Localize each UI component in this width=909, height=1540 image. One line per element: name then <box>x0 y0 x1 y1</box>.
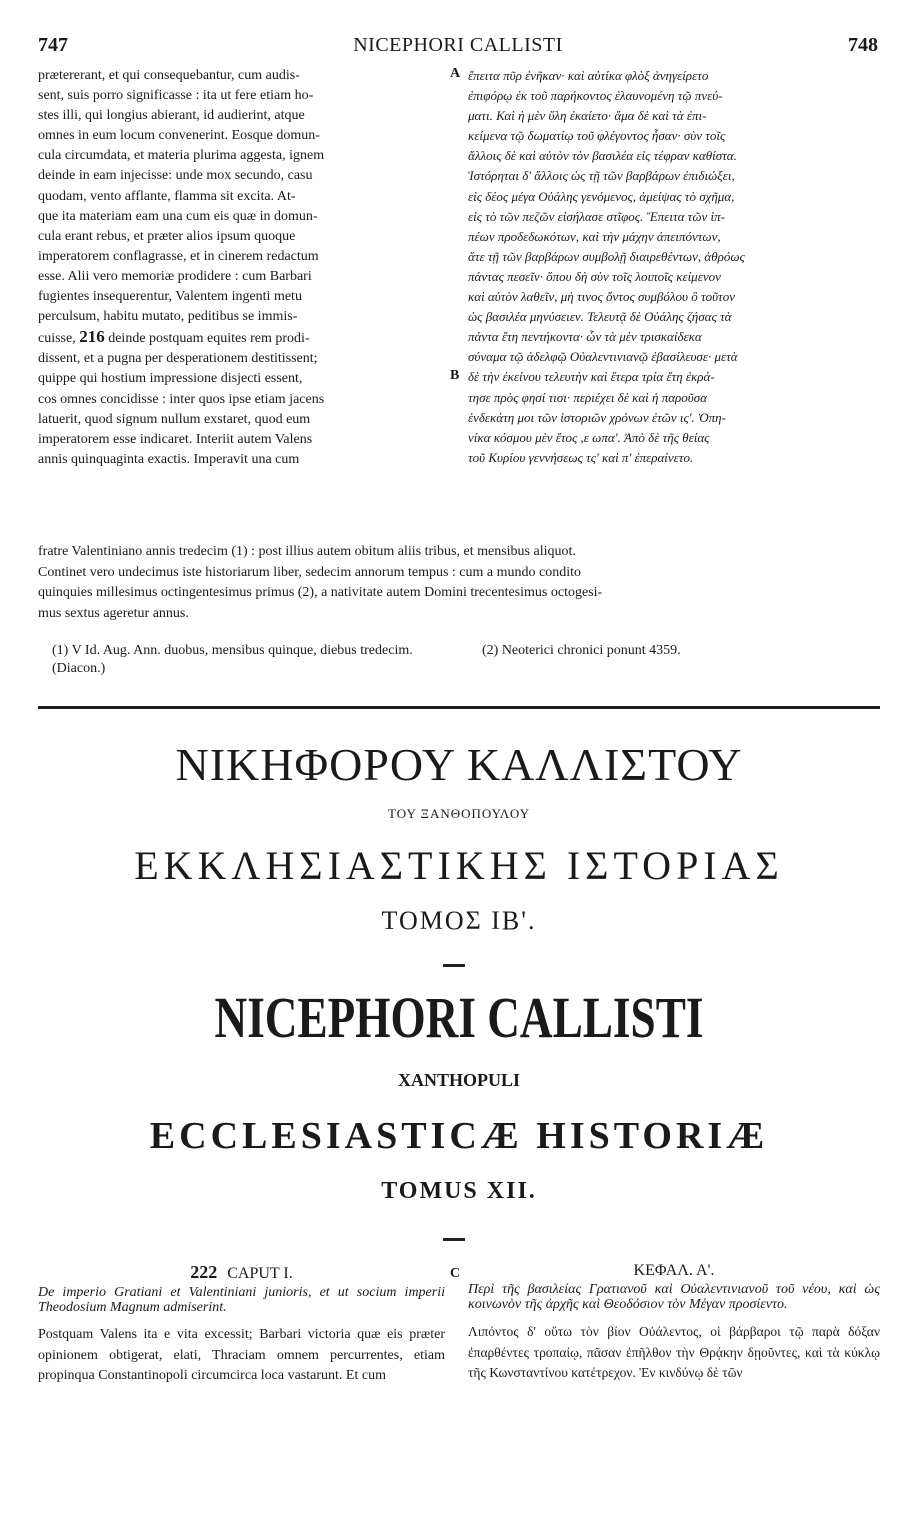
latin-line: latuerit, quod signum nullum exstaret, quod eum <box>38 411 311 427</box>
page-number-right: 748 <box>848 34 878 56</box>
greek-column <box>468 66 880 468</box>
margin-letter-c: C <box>450 1266 461 1281</box>
full-line: fratre Valentiniano annis tredecim (1) : post illius autem obitum aliis tribus, et mensibus aliquot. <box>38 544 576 559</box>
continuation-text <box>38 66 880 624</box>
latin-line: perculsum, habitu mutato, peditibus se immis- <box>38 309 298 325</box>
greek-line: πάντα ἔτη πεντήκοντα· ὧν τὰ μὲν τρισκαίδεκα <box>468 329 702 345</box>
full-line: quinquies millesimus octingentesimus primus (2), a nativitate autem Domini trecentesimus octogesi- <box>38 585 603 600</box>
latin-title-volume: TOMUS XII. <box>381 1178 537 1204</box>
title-dash <box>443 964 465 967</box>
latin-line: prætererant, et qui consequebantur, cum audis- <box>38 68 300 83</box>
full-line: mus sextus ageretur annus. <box>38 605 189 621</box>
greek-line: ματι. Καὶ ἡ μὲν ὕλη ἐκαίετο· ἅμα δὲ καὶ τὰ ἐπι- <box>468 108 707 124</box>
section-divider <box>38 706 880 709</box>
greek-line: εἰς δέος μέγα Οὐάλης γενόμενος, ἀμείψας τὸ σχῆμα, <box>468 188 735 204</box>
latin-line: sent, suis porro significasse : ita ut fere etiam ho- <box>38 88 314 104</box>
latin-line: imperatorem esse indicaret. Interiit autem Valens <box>38 431 313 447</box>
running-title: NICEPHORI CALLISTI <box>353 34 563 56</box>
caput-label: CAPUT I. <box>227 1265 293 1282</box>
latin-line: imperatorem conflagrasse, et in cinerem redactum <box>38 248 319 264</box>
greek-line: Ἱστόρηται δ' ἄλλοις ὡς τῇ τῶν βαρβάρων ἐπιδιώξει, <box>468 168 735 184</box>
greek-line: ἑνδεκάτη μοι τῶν ἱστοριῶν χρόνων ἐτῶν ις'. Ὁπη- <box>468 409 726 425</box>
greek-line: εἰς τὸ τῶν πεζῶν εἰσήλασε στῖφος. Ἔπειτα τῶν ἱπ- <box>468 208 725 224</box>
latin-line: deinde in eam injecisse: unde mox secundo, casu <box>38 168 313 184</box>
latin-line: deinde postquam equites rem prodi- <box>108 331 310 347</box>
latin-line: cos omnes concidisse : inter quos ipse etiam jacens <box>38 391 325 407</box>
greek-line: σύναμα τῷ ἀδελφῷ Οὐαλεντινιανῷ ἐβασίλευσε· μετὰ <box>468 349 738 365</box>
greek-title-volume: ΤΟΜΟΣ ΙΒ'. <box>381 906 537 935</box>
page-header <box>38 34 878 64</box>
latin-chapter <box>38 1262 445 1387</box>
latin-line: fugientes insequerentur, Valentem ingenti metu <box>38 289 302 305</box>
greek-title-subauthor: ΤΟΥ ΞΑΝΘΟΠΟΥΛΟΥ <box>388 806 530 821</box>
latin-title-author: NICEPHORI CALLISTI <box>214 985 704 1050</box>
greek-line: τησε πρὸς φησί τισι· περιέχει δὲ καὶ ἡ παροῦσα <box>468 389 707 405</box>
greek-title-work: ΕΚΚΛΗΣΙΑΣΤΙΚΗΣ ΙΣΤΟΡΙΑΣ <box>134 843 784 888</box>
greek-line: νίκα κόσμου μὲν ἔτος ,ε ωπα'. Ἀπὸ δὲ τῆς θείας <box>468 429 710 445</box>
greek-line: πάντας πεσεῖν· ὅπου δὴ σὺν τοῖς λοιποῖς κείμενον <box>468 268 721 284</box>
greek-line: ὡς βασιλέα μηνύσειεν. Τελευτᾷ δὲ Οὐάλης ζήσας τὰ <box>468 309 732 325</box>
greek-line: δὲ τὴν ἐκείνου τελευτὴν καὶ ἕτερα τρία ἔτη ἐκρά- <box>468 369 715 385</box>
latin-column <box>38 66 445 470</box>
margin-letter-b: B <box>450 368 460 383</box>
latin-line: quippe qui hostium impressione disjecti essent, <box>38 371 303 387</box>
latin-line: stes illi, qui longius abierant, id audierint, atque <box>38 108 305 124</box>
latin-chapter-summary: De imperio Gratiani et Valentiniani junioris, et ut socium imperii Theodosium Magnum admiserint. <box>38 1285 445 1315</box>
latin-title-work: ECCLESIASTICÆ HISTORIÆ <box>149 1115 769 1157</box>
latin-line: annis quinquaginta exactis. Imperavit una cum <box>38 451 300 467</box>
full-line: Continet vero undecimus iste historiarum liber, sedecim annorum tempus : cum a mundo condito <box>38 564 581 580</box>
migne-page-number: 222 <box>190 1262 218 1282</box>
greek-chapter-body: Λιπόντος δ' οὕτω τὸν βίον Οὐάλεντος, οἱ βάρβαροι τῷ παρὰ δόξαν ἐπαρθέντες τροπαίῳ, πᾶσαν ἐπῆλθον τὴν Θρᾴκην δῃοῦντες, καὶ τὰ κύκλῳ τῆς Κωνσταντίνου κατέτρεχον. Ἐν κινδύνῳ δὲ τῶν <box>468 1324 880 1380</box>
two-column-text <box>38 66 880 542</box>
footnote-2: (2) Neoterici chronici ponunt 4359. <box>482 643 681 658</box>
margin-letter-a: A <box>450 66 461 81</box>
title-dash <box>443 1238 465 1241</box>
chapter-one <box>38 1262 880 1532</box>
latin-line: cula erant rebus, et præter alios ipsum quoque <box>38 228 296 244</box>
greek-title-author: ΝΙΚΗΦΟΡΟΥ ΚΑΛΛΙΣΤΟΥ <box>175 739 743 790</box>
latin-line: dissent, et a pugna per desperationem destitissent; <box>38 351 318 367</box>
latin-title-subauthor: XANTHOPULI <box>397 1070 520 1090</box>
greek-line: ἄλλοις δὲ καὶ αὐτὸν τὸν βασιλέα εἰς τέφραν καθίστα. <box>468 148 737 164</box>
latin-line: esse. Alii vero memoriæ prodidere : cum Barbari <box>38 268 312 284</box>
greek-chapter <box>468 1262 880 1384</box>
greek-line: κείμενα τῷ δωματίῳ τοῦ φλέγοντος ἦσαν· σὺν τοῖς <box>468 128 726 144</box>
greek-line: καὶ αὐτὸν λαθεῖν, μὴ τινος ὄντος συμβόλου ὃ τοῦτον <box>468 289 735 305</box>
footnote-1: (1) V Id. Aug. Ann. duobus, mensibus quinque, diebus tredecim. (Diacon.) <box>52 643 413 676</box>
greek-line: ἔπειτα πῦρ ἐνῆκαν· καὶ αὐτίκα φλὸξ ἀνηγείρετο <box>468 68 709 83</box>
greek-chapter-summary: Περὶ τῆς βασιλείας Γρατιανοῦ καὶ Οὐαλεντινιανοῦ τοῦ νέου, καὶ ὡς κοινωνὸν τῆς ἀρχῆς καὶ Θεοδόσιον τὸν Μέγαν προσίεντο. <box>468 1282 880 1312</box>
greek-line: πέων προδεδωκότων, καὶ τὴν μάχην ἀπειπόντων, <box>468 228 721 244</box>
latin-chapter-body: Postquam Valens ita e vita excessit; Barbari victoria quæ eis præter opinionem obtigerat, elati, Thraciam omnem percurrentes, etiam propinqua Constantinopoli circumcirca loca vastarunt. Et cum <box>38 1327 445 1383</box>
migne-page-number: 216 <box>79 327 105 347</box>
greek-line: τοῦ Κυρίου γεννήσεως τς' καὶ π' ἐπεραίνετο. <box>468 449 694 465</box>
latin-line: que ita materiam eam una cum eis quæ in domun- <box>38 208 318 224</box>
latin-line: omnes in eum locum convenerint. Eosque domun- <box>38 128 320 144</box>
latin-chapter-heading <box>38 1262 445 1283</box>
greek-chapter-heading: ΚΕΦΑΛ. Α'. <box>633 1262 715 1279</box>
latin-line: cuisse, <box>38 331 76 347</box>
latin-line: cula circumdata, et materia plurima aggesta, ignem <box>38 148 325 164</box>
full-width-paragraph <box>38 542 880 624</box>
page-number-left: 747 <box>38 34 68 56</box>
greek-line: ἅτε τῇ τῶν βαρβάρων συμβολῇ διαιρεθέντων, ἀθρόως <box>468 248 745 264</box>
greek-line: ἐπιφόρῳ ἐκ τοῦ παρήκοντος ἐλαυνομένη τῷ πνεύ- <box>468 88 723 104</box>
latin-line: quodam, vento afflante, flamma sit excita. At- <box>38 188 296 204</box>
